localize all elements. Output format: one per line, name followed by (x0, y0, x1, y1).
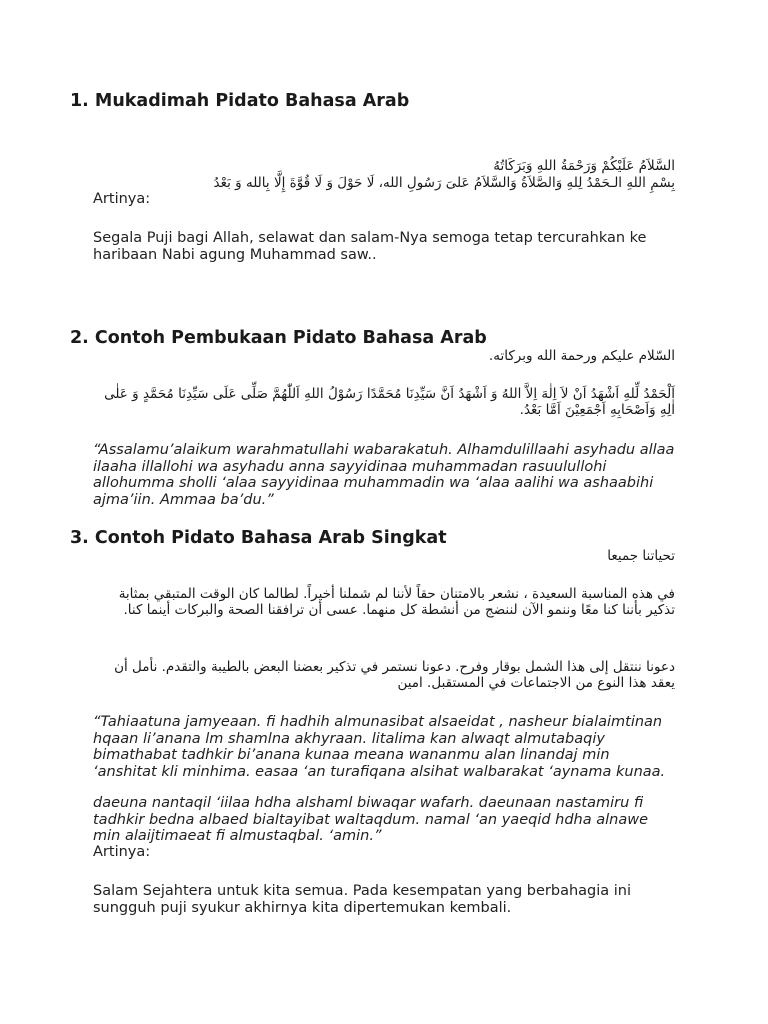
section-2-heading: 2. Contoh Pembukaan Pidato Bahasa Arab (70, 328, 487, 348)
section-2-arabic-body: اَلْحَمْدُ لِّلهِ اَشْهَدُ اَنْ لاَ اِلٰهَ اِلاَّ اللهُ وَ اَشْهَدُ اَنَّ سَيِّدِنَا مُحَمَّدًا رَسُوْلُ اللهِ اَللّٰهُمَّ صَلِّى عَلَى سَيِّدِنَا مُحَمَّدٍ وَ عَلٰى اٰلِهِ وَاَصْحَابِهِ اَجْمَعِيْنَ اَمَّا بَعْدُ. (104, 386, 675, 418)
section-3-arabic-greeting: تحياتنا جميعا (607, 548, 675, 564)
section-3-transliteration-2: daeuna nantaqil ‘iilaa hdha alshaml biwaqar wafarh. daeunaan nastamiru fi tadhkir bedna albaed bialtayibat waltaqdum. namal ‘an yaeqid hdha alnawe min alaijtimaeat fi almustaqbal. ‘amin.” (93, 795, 649, 844)
section-2-transliteration: “Assalamu’alaikum warahmatullahi wabarakatuh. Alhamdulillaahi asyhadu allaa ilaaha illallohi wa asyhadu anna sayyidinaa muhammadan rasuulullohi allohumma sholli ‘alaa sayyidinaa muhammadin wa ‘alaa aalihi wa ashaabihi ajma’iin. Ammaa ba’du.” (93, 442, 675, 508)
section-3-arabic-paragraph-2: دعونا ننتقل إلى هذا الشمل بوقار وفرح. دعونا نستمر في تذكير بعضنا البعض بالطيبة والتقدم. نأمل أن يعقد هذا النوع من الاجتماعات في المستقبل. امين (114, 659, 675, 691)
section-3-heading: 3. Contoh Pidato Bahasa Arab Singkat (70, 528, 447, 548)
section-3-artinya-label: Artinya: (93, 844, 151, 860)
section-3-meaning: Salam Sejahtera untuk kita semua. Pada kesempatan yang berbahagia ini sungguh puji syukur akhirnya kita dipertemukan kembali. (93, 883, 632, 916)
section-1-arabic-greeting: السَّلاَمُ عَلَيْكُمْ وَرَحْمَةُ اللهِ وَبَرَكَاتُهُ (493, 158, 675, 174)
section-3-transliteration-1: “Tahiaatuna jamyeaan. fi hadhih almunasibat alsaeidat , nasheur bialaimtinan hqaan li’anana lm shamlna akhyraan. litalima kan alwaqt almutabaqiy bimathabat tadhkir bi’anana kunaa meana wananmu alan linandaj min ‘anshitat kli minhima. easaa ‘an turafiqana alsihat walbarakat ‘aynama kunaa. (93, 714, 666, 780)
section-1-artinya-label: Artinya: (93, 191, 151, 207)
section-1-heading: 1. Mukadimah Pidato Bahasa Arab (70, 91, 410, 111)
section-1-arabic-basmala: بِسْمِ اللهِ الـحَمْدُ لِلهِ وَالصَّلاَةُ وَالسَّلاَمُ عَلىَ رَسُولِ الله، لَا حَوْلَ وَ لَا قُوَّةَ إِلَّا بِالله وَ بَعْدُ (213, 175, 675, 191)
section-2-arabic-greeting: السّلام عليكم ورحمة الله وبركاته. (488, 348, 675, 364)
section-3-arabic-paragraph-1: في هذه المناسبة السعيدة ، نشعر بالامتنان حقاً لأننا لم شملنا أخيراً. لطالما كان الوقت المتبقي بمثابة تذكير بأننا كنا معًا وننمو الآن لننضج من أنشطة كل منهما. عسى أن ترافقنا الصحة والبركات أينما كنا. (118, 586, 675, 618)
section-1-meaning: Segala Puji bagi Allah, selawat dan salam-Nya semoga tetap tercurahkan ke haribaan Nabi agung Muhammad saw.. (93, 230, 647, 263)
